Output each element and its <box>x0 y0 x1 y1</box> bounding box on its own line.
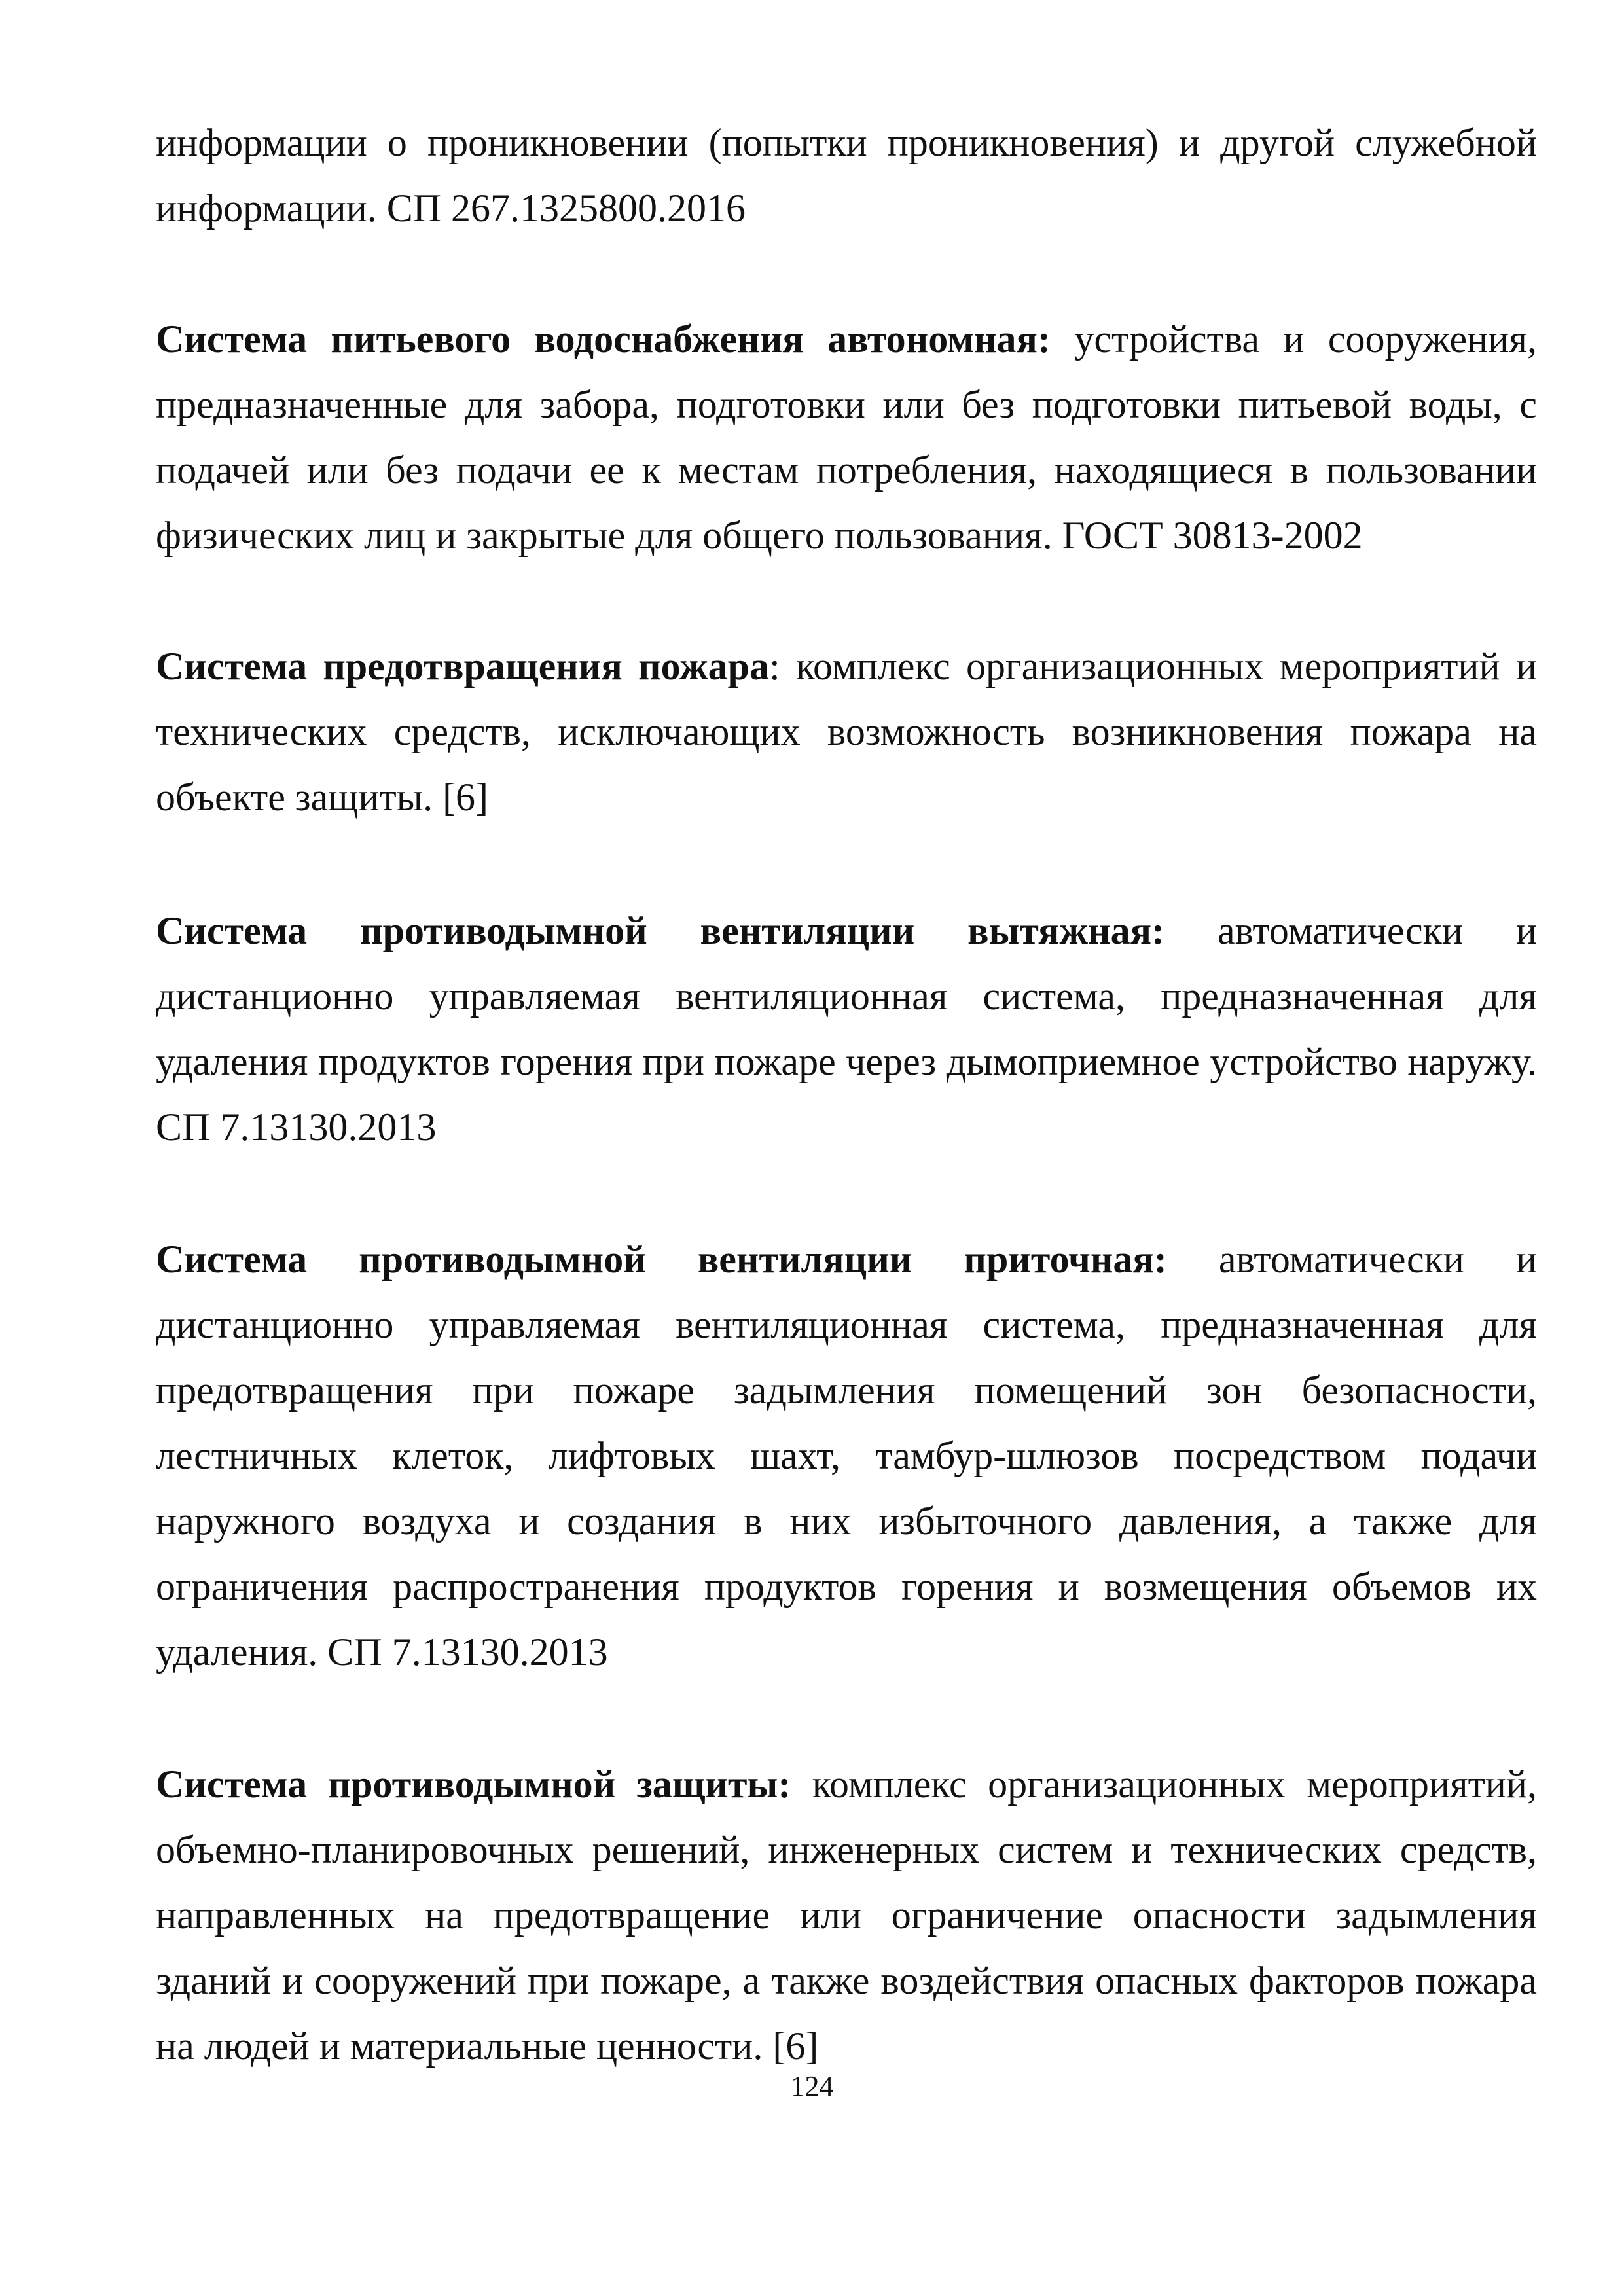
paragraph-smoke-protection-system <box>156 1751 1537 2079</box>
term-heading: Система предотвращения пожара <box>156 645 769 688</box>
paragraph-continuation <box>156 110 1537 241</box>
paragraph-exhaust-smoke-ventilation <box>156 898 1537 1160</box>
paragraph-supply-smoke-ventilation <box>156 1227 1537 1685</box>
paragraph-text: автоматически и дистанционно управляемая вентиляционная система, предназначенная для удаления продуктов горения при пожаре через дымоприемное устройство наружу. СП 7.13130.2013 <box>156 909 1537 1149</box>
paragraph-text: автоматически и дистанционно управляемая вентиляционная система, предназначенная для предотвращения при пожаре задымления помещений зон безопасности, лестничных клеток, лифтовых шахт, тамбур-шлюзов посредством подачи наружного воздуха и создания в них избыточного давления, а также для ограничения распространения продуктов горения и возмещения объемов их удаления. СП 7.13130.2013 <box>156 1238 1537 1674</box>
page-number: 124 <box>790 2070 834 2102</box>
paragraph-fire-prevention-system <box>156 634 1537 830</box>
term-heading: Система питьевого водоснабжения автономная: <box>156 317 1051 361</box>
paragraph-text: устройства и сооружения, предназначенные для забора, подготовки или без подготовки питьевой воды, с подачей или без подачи ее к местам потребления, находящиеся в пользовании физических лиц и закрытые для общего пользования. ГОСТ 30813-2002 <box>156 317 1537 557</box>
paragraph-text: : комплекс организационных мероприятий и технических средств, исключающих возможность возникновения пожара на объекте защиты. [6] <box>156 645 1537 819</box>
paragraph-text: информации о проникновении (попытки проникновения) и другой служебной информации. СП 267.1325800.2016 <box>156 121 1537 230</box>
paragraph-text: комплекс организационных мероприятий, объемно-планировочных решений, инженерных систем и технических средств, направленных на предотвращение или ограничение опасности задымления зданий и сооружений при пожаре, а также воздействия опасных факторов пожара на людей и материальные ценности. [6] <box>156 1763 1538 2068</box>
term-heading: Система противодымной вентиляции вытяжная: <box>156 909 1165 952</box>
term-heading: Система противодымной вентиляции приточная: <box>156 1238 1167 1281</box>
term-heading: Система противодымной защиты: <box>156 1763 791 1806</box>
paragraph-drinking-water-system <box>156 306 1537 568</box>
